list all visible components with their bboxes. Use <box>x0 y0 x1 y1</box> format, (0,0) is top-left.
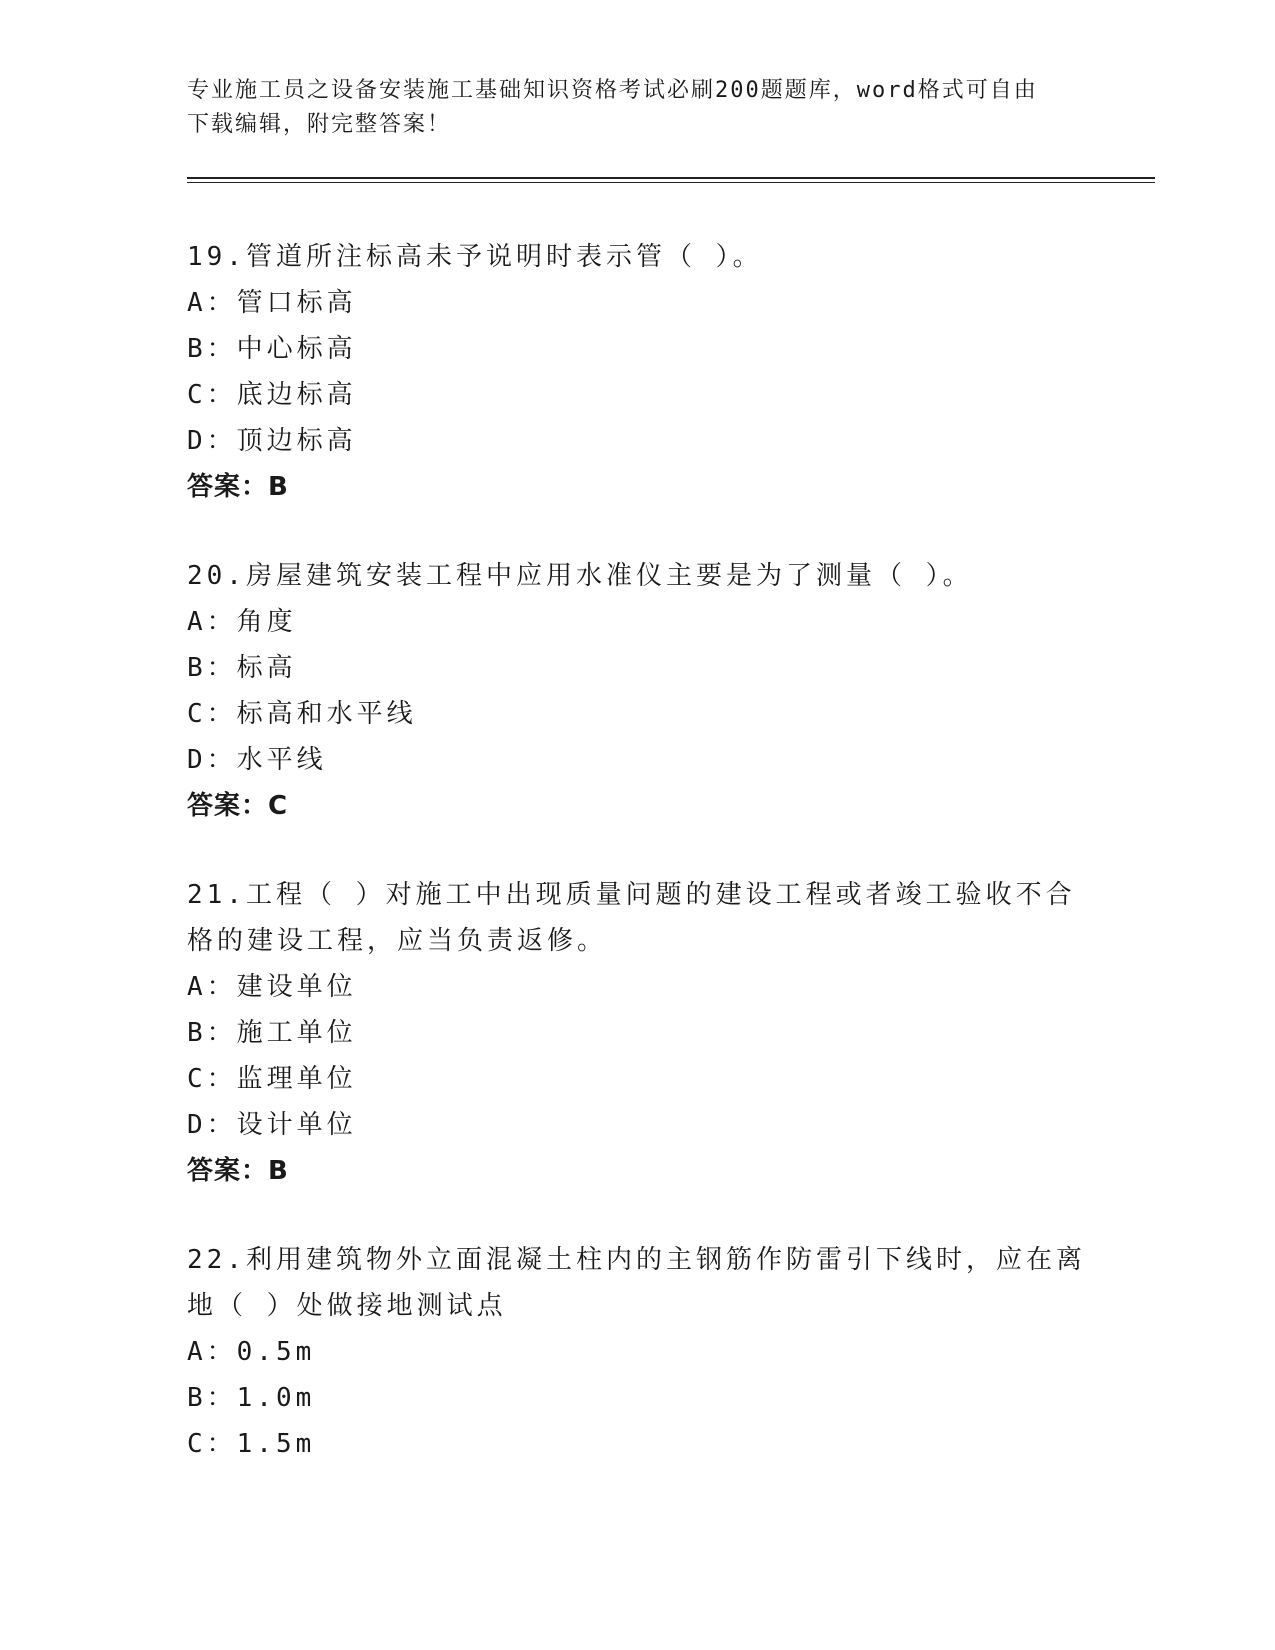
option-a: A：建设单位 <box>187 972 357 1002</box>
option-c: C：底边标高 <box>187 380 357 410</box>
question-21 <box>187 872 1087 1194</box>
question-stem: 22.利用建筑物外立面混凝土柱内的主钢筋作防雷引下线时，应在离地（ ）处做接地测试点 <box>187 1245 1086 1321</box>
header-line-2: 下载编辑，附完整答案！ <box>187 112 452 137</box>
answer-line: 答案：B <box>187 472 289 502</box>
question-20 <box>187 553 1087 829</box>
question-22 <box>187 1237 1087 1467</box>
option-a: A：角度 <box>187 607 297 637</box>
option-d: D：顶边标高 <box>187 426 357 456</box>
option-d: D：水平线 <box>187 745 327 775</box>
option-c: C：标高和水平线 <box>187 699 417 729</box>
option-b: B：中心标高 <box>187 334 357 364</box>
option-a: A：0.5m <box>187 1337 316 1367</box>
question-stem: 20.房屋建筑安装工程中应用水准仪主要是为了测量（ ）。 <box>187 561 973 591</box>
option-c: C：1.5m <box>187 1429 316 1459</box>
document-header <box>187 74 1087 142</box>
header-line-1: 专业施工员之设备安装施工基础知识资格考试必刷200题题库，word格式可自由 <box>187 78 1038 103</box>
option-d: D：设计单位 <box>187 1110 357 1140</box>
answer-line: 答案：B <box>187 1156 289 1186</box>
header-divider-thin <box>187 182 1155 183</box>
question-list <box>187 234 1087 1510</box>
answer-line: 答案：C <box>187 791 289 821</box>
option-a: A：管口标高 <box>187 288 357 318</box>
question-19 <box>187 234 1087 510</box>
option-b: B：标高 <box>187 653 297 683</box>
option-c: C：监理单位 <box>187 1064 357 1094</box>
header-divider-thick <box>187 177 1155 179</box>
option-b: B：施工单位 <box>187 1018 357 1048</box>
question-stem: 19.管道所注标高未予说明时表示管（ ）。 <box>187 242 763 272</box>
option-b: B：1.0m <box>187 1383 316 1413</box>
question-stem: 21.工程（ ）对施工中出现质量问题的建设工程或者竣工验收不合格的建设工程，应当负责返修。 <box>187 880 1076 956</box>
